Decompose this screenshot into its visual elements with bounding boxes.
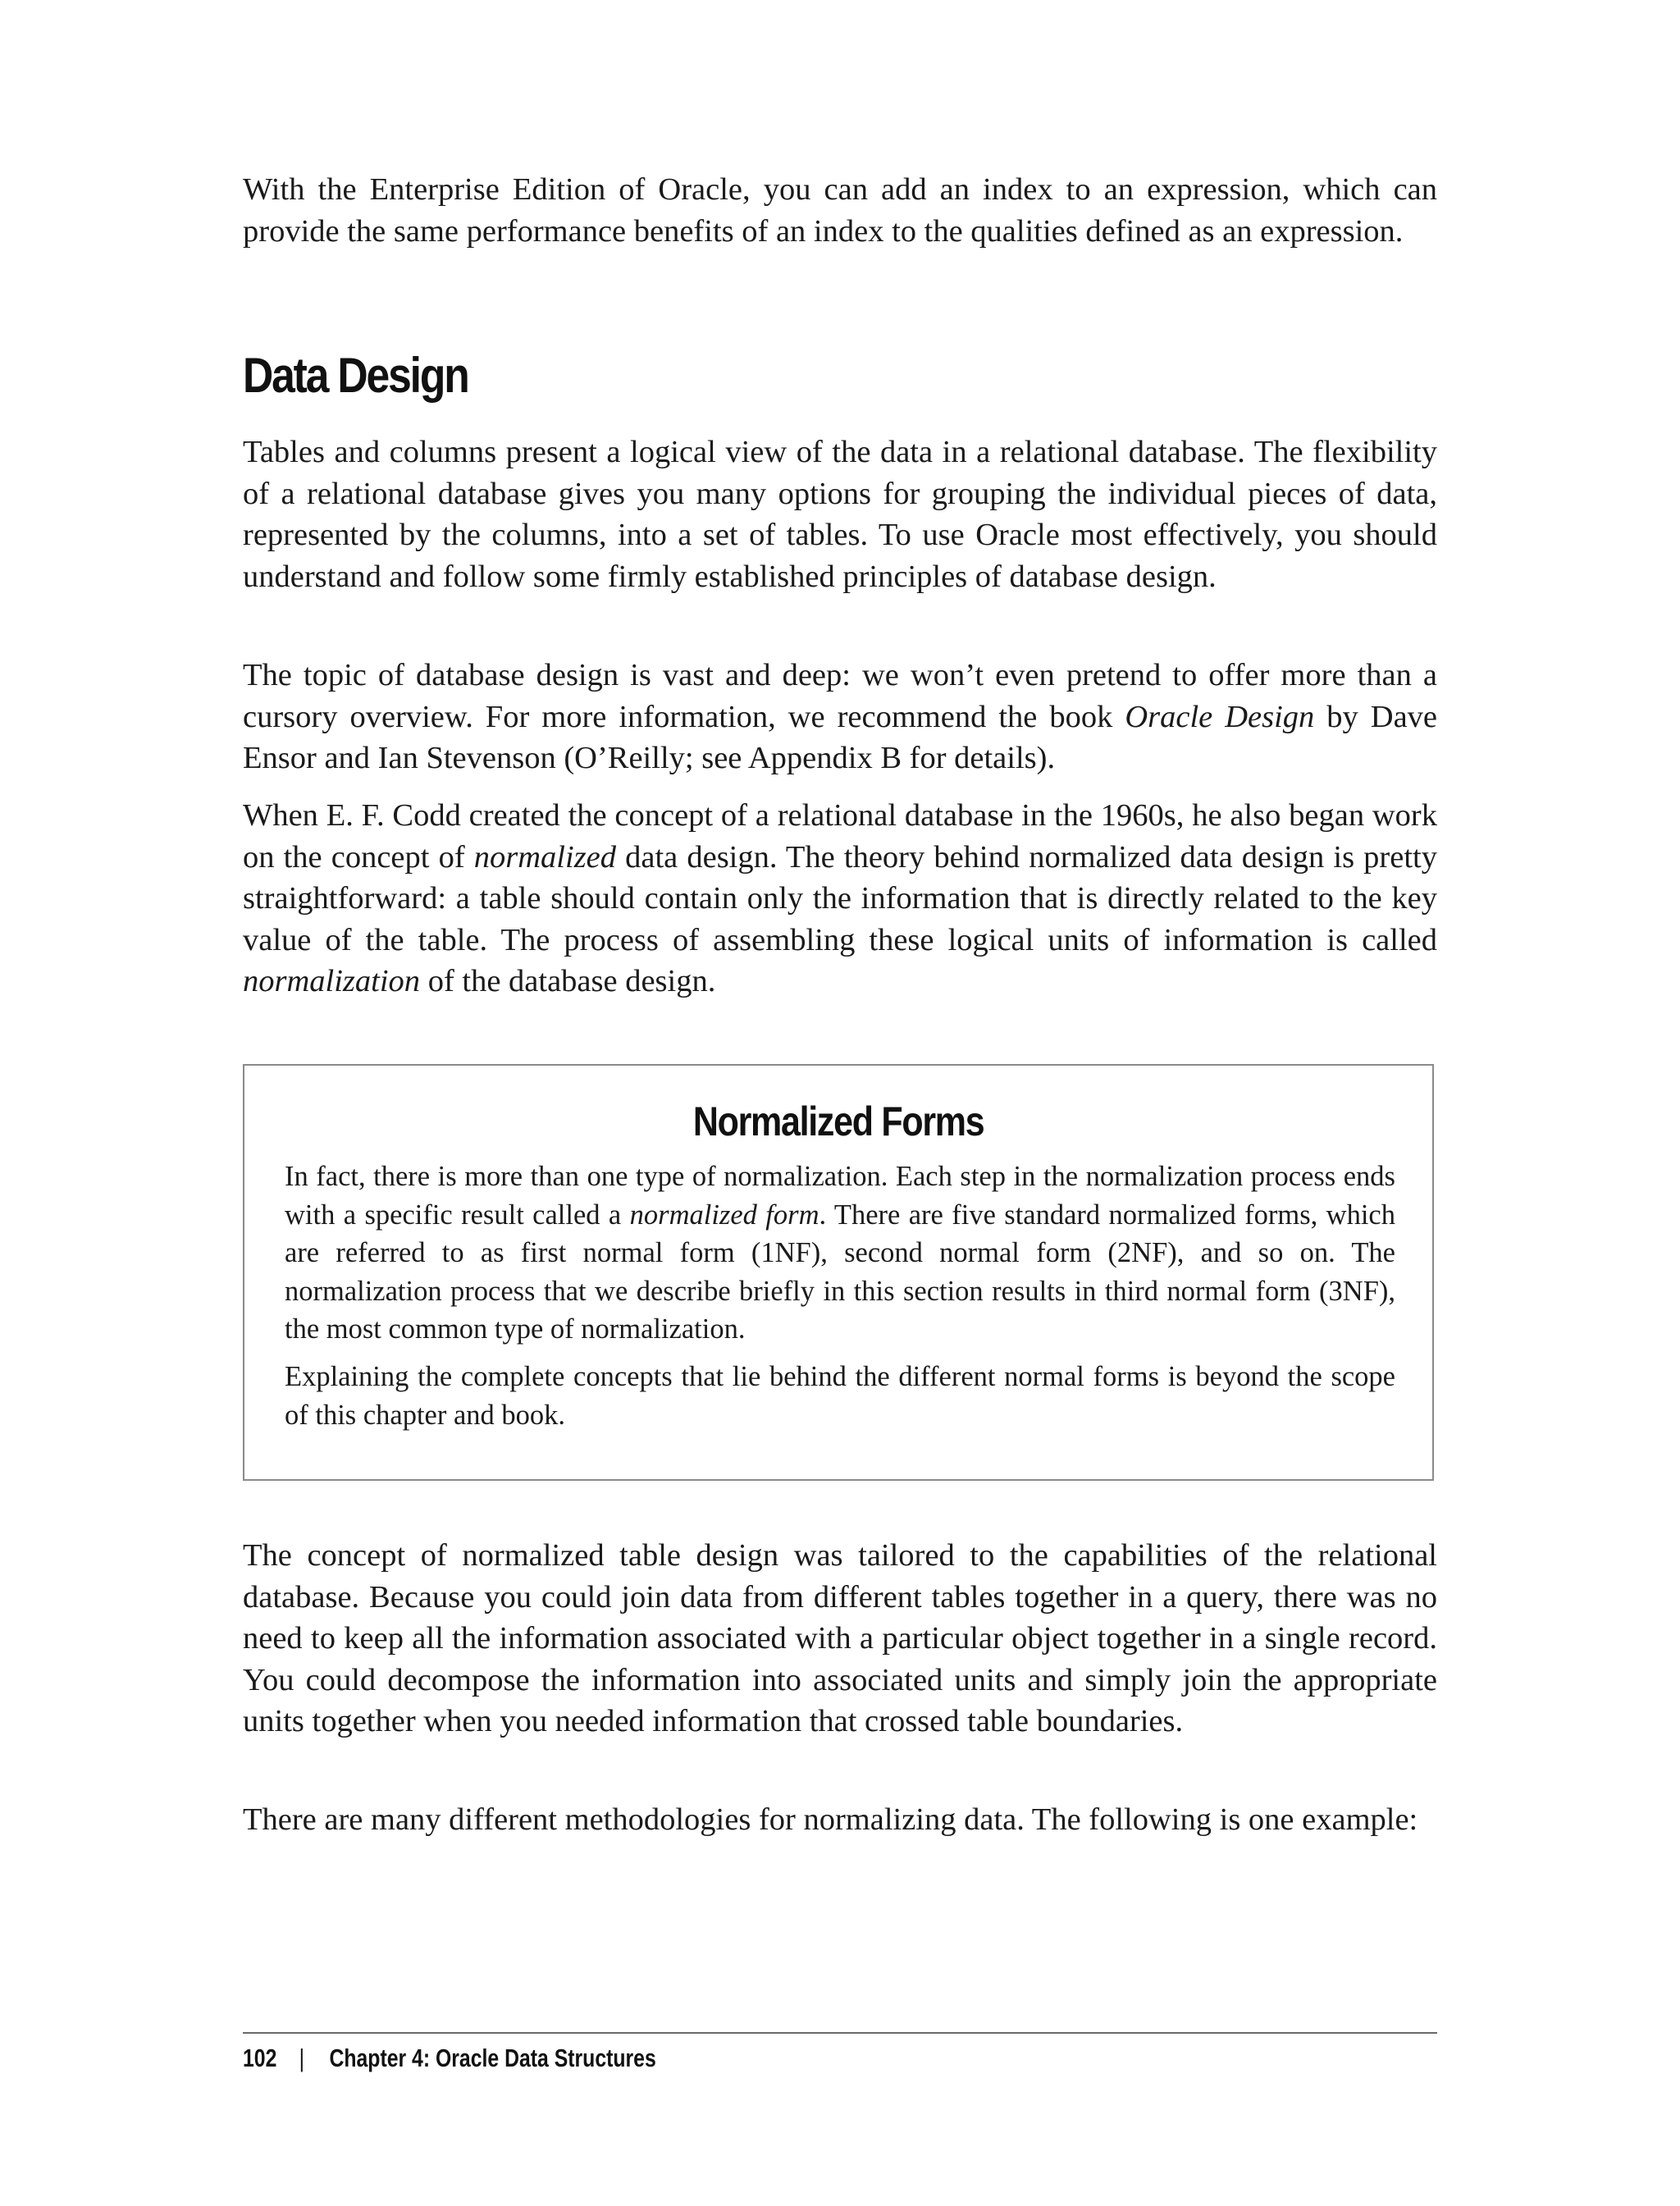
paragraph-codd — [243, 795, 1437, 1003]
paragraph-topic-design — [243, 655, 1437, 779]
footer-separator: | — [299, 2044, 305, 2072]
chapter-title: Chapter 4: Oracle Data Structures — [329, 2044, 656, 2072]
section-heading: Data Design — [243, 348, 468, 403]
text-run: of the database design. — [420, 964, 716, 998]
footer-rule — [243, 2032, 1437, 2034]
emphasis-normalized: normalized — [473, 839, 617, 875]
sidebar-title — [244, 1097, 1432, 1146]
paragraph-normalized-table-design: The concept of normalized table design was tailored to the capabilities of the relational database. Because you could join data from different tables together in a query, there was no need to keep all the information associated with a particular object together in a single record. You could decompose the information into associated units and simply join the appropriate units together when you needed information that crossed table boundaries. — [243, 1538, 1437, 1738]
paragraph-methodologies: There are many different methodologies for normalizing data. The following is one example: — [243, 1802, 1418, 1837]
sidebar-paragraph — [285, 1158, 1395, 1349]
text-run: by Dave Ensor and Ian Stevenson (O’Reilly; see Appendix B for details). — [243, 699, 1437, 775]
text-run: When E. F. Codd created the concept of a relational database in the 1960s, he also began work on the concept of — [243, 798, 1437, 875]
text-run: In fact, there is more than one type of normalization. Each step in the normalization process ends with a specific result called a — [285, 1161, 1395, 1231]
sidebar-box — [243, 1064, 1434, 1481]
book-title: Oracle Design — [1125, 699, 1315, 734]
text-run: . There are five standard normalized forms, which are referred to as first normal form (1NF), second normal form (2NF), and so on. The normalization process that we describe briefly in this section results in third normal form (3NF), the most common type of normalization. — [285, 1199, 1395, 1345]
intro-paragraph: With the Enterprise Edition of Oracle, you can add an index to an expression, which can provide the same performance benefits of an index to the qualities defined as an expression. — [243, 172, 1437, 249]
text-run: data design. The theory behind normalized data design is pretty straightforward: a table should contain only the information that is directly related to the key value of the table. The process of assembling these logical units of information is called — [243, 839, 1437, 957]
page — [243, 0, 1437, 2206]
emphasis-normalization: normalization — [243, 964, 421, 998]
page-number: 102 — [243, 2044, 277, 2072]
page-footer — [243, 2039, 656, 2077]
sidebar-paragraph: Explaining the complete concepts that lie behind the different normal forms is beyond the scope of this chapter and book. — [285, 1361, 1395, 1431]
text-run: The topic of database design is vast and deep: we won’t even pretend to offer more than a cursory overview. For more information, we recommend the book — [243, 658, 1437, 734]
emphasis-normalized-form: normalized form — [629, 1199, 819, 1231]
paragraph-tables-columns: Tables and columns present a logical view of the data in a relational database. The flexibility of a relational database gives you many options for grouping the individual pieces of data, represented by the columns, into a set of tables. To use Oracle most effectively, you should understand and follow some firmly established principles of database design. — [243, 435, 1437, 594]
sidebar-title-text: Normalized Forms — [692, 1098, 984, 1144]
